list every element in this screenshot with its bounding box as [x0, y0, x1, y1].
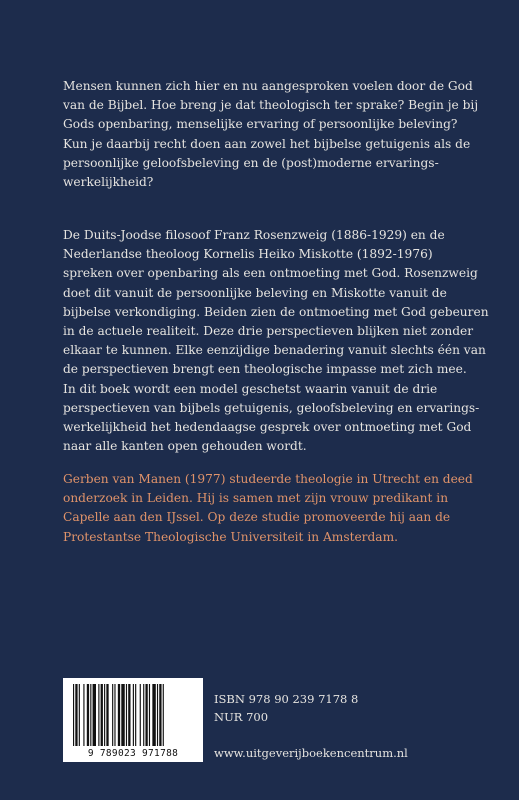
text-line: Nederlandse theoloog Kornelis Heiko Miskotte (1892-1976)	[63, 247, 433, 262]
nur-code: NUR 700	[214, 710, 269, 724]
text-line: Protestantse Theologische Universiteit in Amsterdam.	[63, 529, 399, 544]
text-line: werkelijkheid het hedendaagse gesprek over ontmoeting met God	[63, 420, 472, 435]
publisher-website: www.uitgeverijboekencentrum.nl	[214, 746, 408, 760]
text-line: in de actuele realiteit. Deze drie perspectieven blijken niet zonder	[63, 324, 474, 339]
description-paragraph-2	[63, 226, 489, 456]
barcode-bar	[140, 684, 141, 746]
barcode-digits: 9 789023 971788	[87, 748, 179, 759]
isbn-number: ISBN 978 90 239 7178 8	[214, 692, 359, 706]
barcode-bar	[128, 684, 130, 746]
isbn-barcode	[63, 678, 203, 762]
text-line: Gods openbaring, menselijke ervaring of persoonlijke beleving?	[63, 117, 458, 132]
text-line: elkaar te kunnen. Elke eenzijdige benadering vanuit slechts één van	[63, 343, 486, 358]
barcode-bar	[121, 684, 124, 746]
text-line: Capelle aan den IJssel. Op deze studie promoveerde hij aan de	[63, 510, 451, 525]
text-line: perspectieven van bijbels getuigenis, geloofsbeleving en ervarings-	[63, 400, 480, 415]
text-line: de perspectieven brengt een theologische impasse met zich mee.	[63, 362, 467, 377]
description-paragraph-1	[63, 77, 479, 192]
barcode-bar	[163, 684, 164, 746]
barcode-bar	[75, 684, 77, 746]
barcode-bar	[159, 684, 161, 746]
barcode-bar	[79, 684, 80, 746]
text-line: De Duits-Joodse filosoof Franz Rosenzweig (1886-1929) en de	[63, 228, 445, 242]
barcode-bar	[118, 684, 120, 746]
barcode-bar	[104, 684, 105, 746]
text-line: spreken over openbaring als een ontmoeting met God. Rosenzweig	[63, 266, 478, 281]
barcode-bar	[73, 684, 74, 746]
barcode-bar	[135, 684, 136, 746]
text-line: doet dit vanuit de persoonlijke beleving en Miskotte vanuit de	[63, 285, 447, 300]
author-bio	[63, 470, 473, 547]
barcode-bar	[98, 684, 99, 746]
text-line: onderzoek in Leiden. Hij is samen met zijn vrouw predikant in	[63, 491, 449, 506]
text-line: persoonlijke geloofsbeleving en de (post)moderne ervarings-	[63, 155, 439, 170]
text-line: Mensen kunnen zich hier en nu aangesproken voelen door de God	[63, 79, 473, 93]
barcode-bar	[143, 684, 144, 746]
barcode-bars	[69, 684, 197, 746]
barcode-bar	[93, 684, 96, 746]
barcode-bar	[152, 684, 155, 746]
barcode-bar	[133, 684, 134, 746]
barcode-bar	[87, 684, 89, 746]
text-line: Gerben van Manen (1977) studeerde theologie in Utrecht en deed	[63, 472, 473, 486]
text-line: bijbelse verkondiging. Beiden zien de ontmoeting met God gebeuren	[63, 304, 489, 319]
barcode-bar	[90, 684, 91, 746]
text-line: naar alle kanten open gehouden wordt.	[63, 439, 307, 454]
barcode-bar	[157, 684, 158, 746]
barcode-bar	[114, 684, 115, 746]
barcode-bar	[126, 684, 127, 746]
text-line: In dit boek wordt een model geschetst waarin vanuit de drie	[63, 381, 438, 396]
text-line: werkelijkheid?	[63, 175, 154, 190]
text-line: Kun je daarbij recht doen aan zowel het bijbelse getuigenis als de	[63, 136, 471, 151]
barcode-bar	[101, 684, 103, 746]
barcode-bar	[149, 684, 150, 746]
barcode-bar	[145, 684, 147, 746]
barcode-bar	[106, 684, 108, 746]
text-line: van de Bijbel. Hoe breng je dat theologisch ter sprake? Begin je bij	[63, 98, 479, 113]
barcode-bar	[83, 684, 84, 746]
barcode-bar	[112, 684, 113, 746]
